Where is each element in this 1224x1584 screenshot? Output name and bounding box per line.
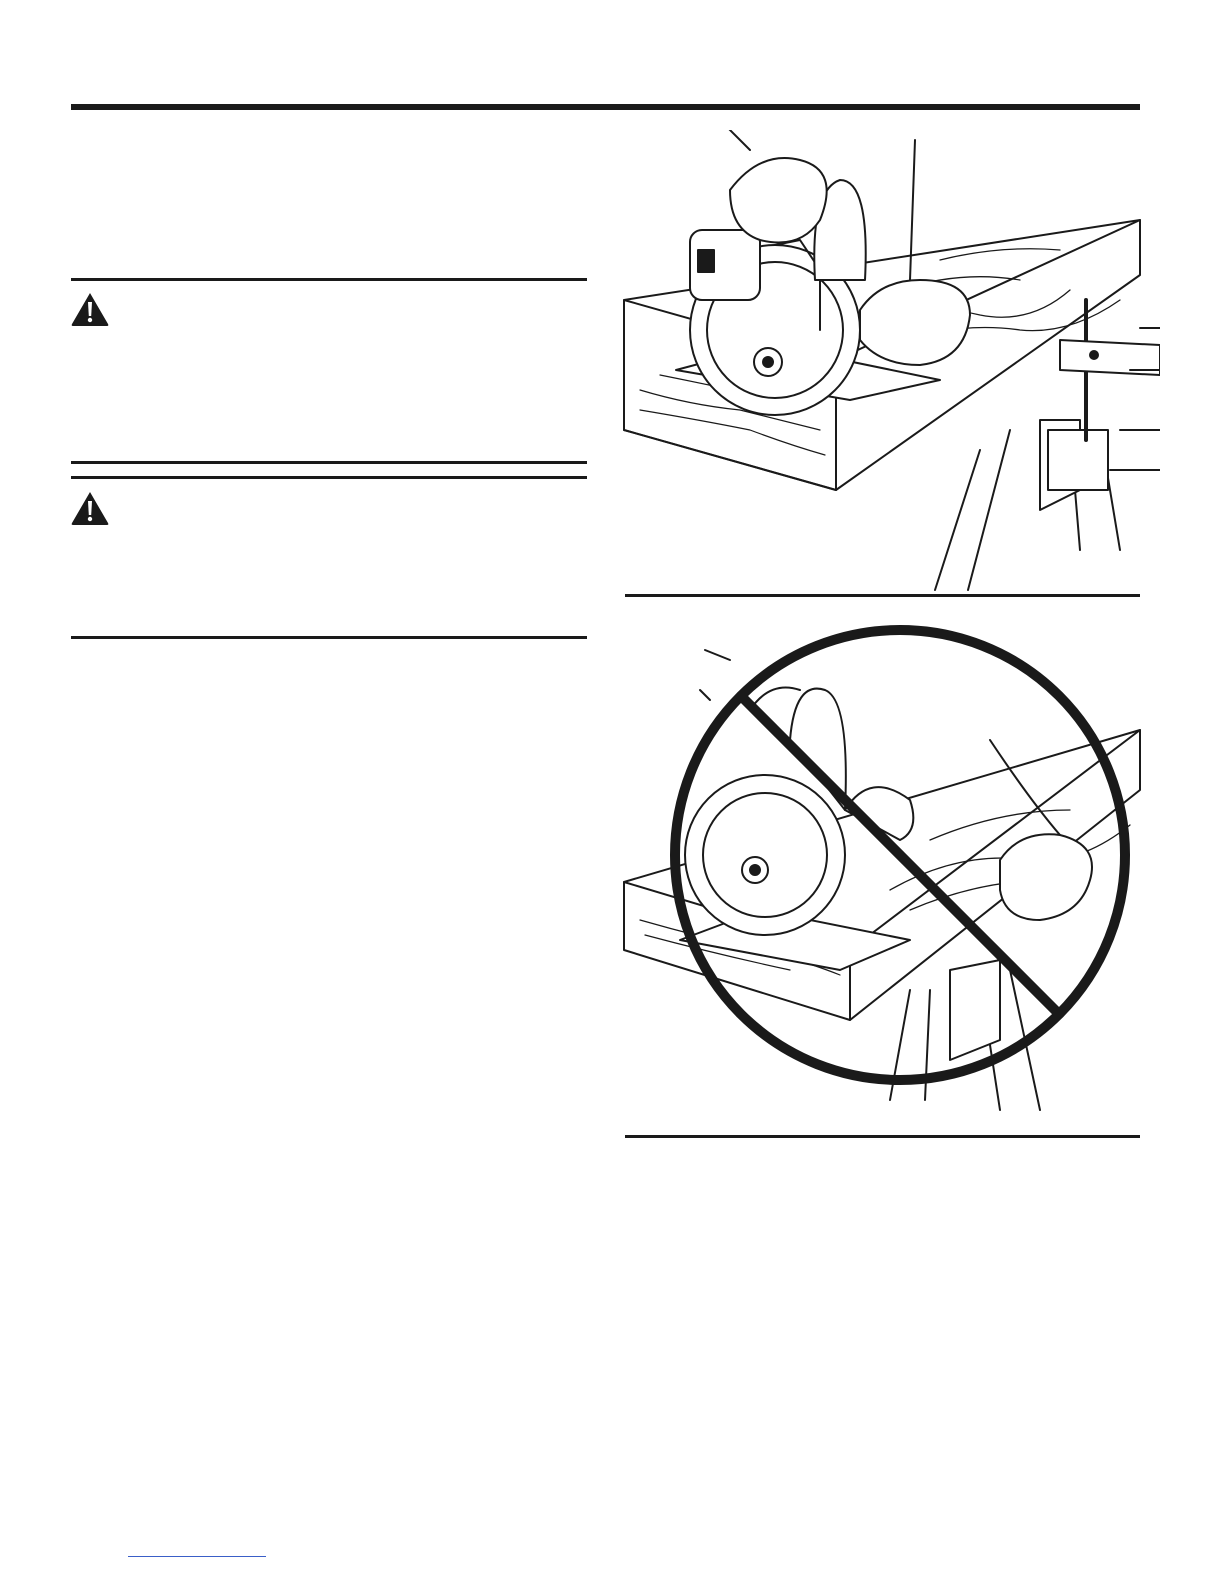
header-rule — [71, 104, 1140, 110]
warning-triangle-icon — [70, 490, 110, 526]
warning-1-top-rule — [71, 278, 587, 281]
incorrect-support-figure — [600, 620, 1160, 1120]
figure-1-bottom-rule — [625, 594, 1140, 597]
warning-1-bottom-rule — [71, 461, 587, 464]
warning-2-top-rule — [71, 476, 587, 479]
footer-link-underline[interactable] — [128, 1556, 266, 1557]
correct-support-figure — [600, 130, 1160, 600]
warning-2-bottom-rule — [71, 636, 587, 639]
figure-2-bottom-rule — [625, 1135, 1140, 1138]
warning-triangle-icon — [70, 291, 110, 327]
